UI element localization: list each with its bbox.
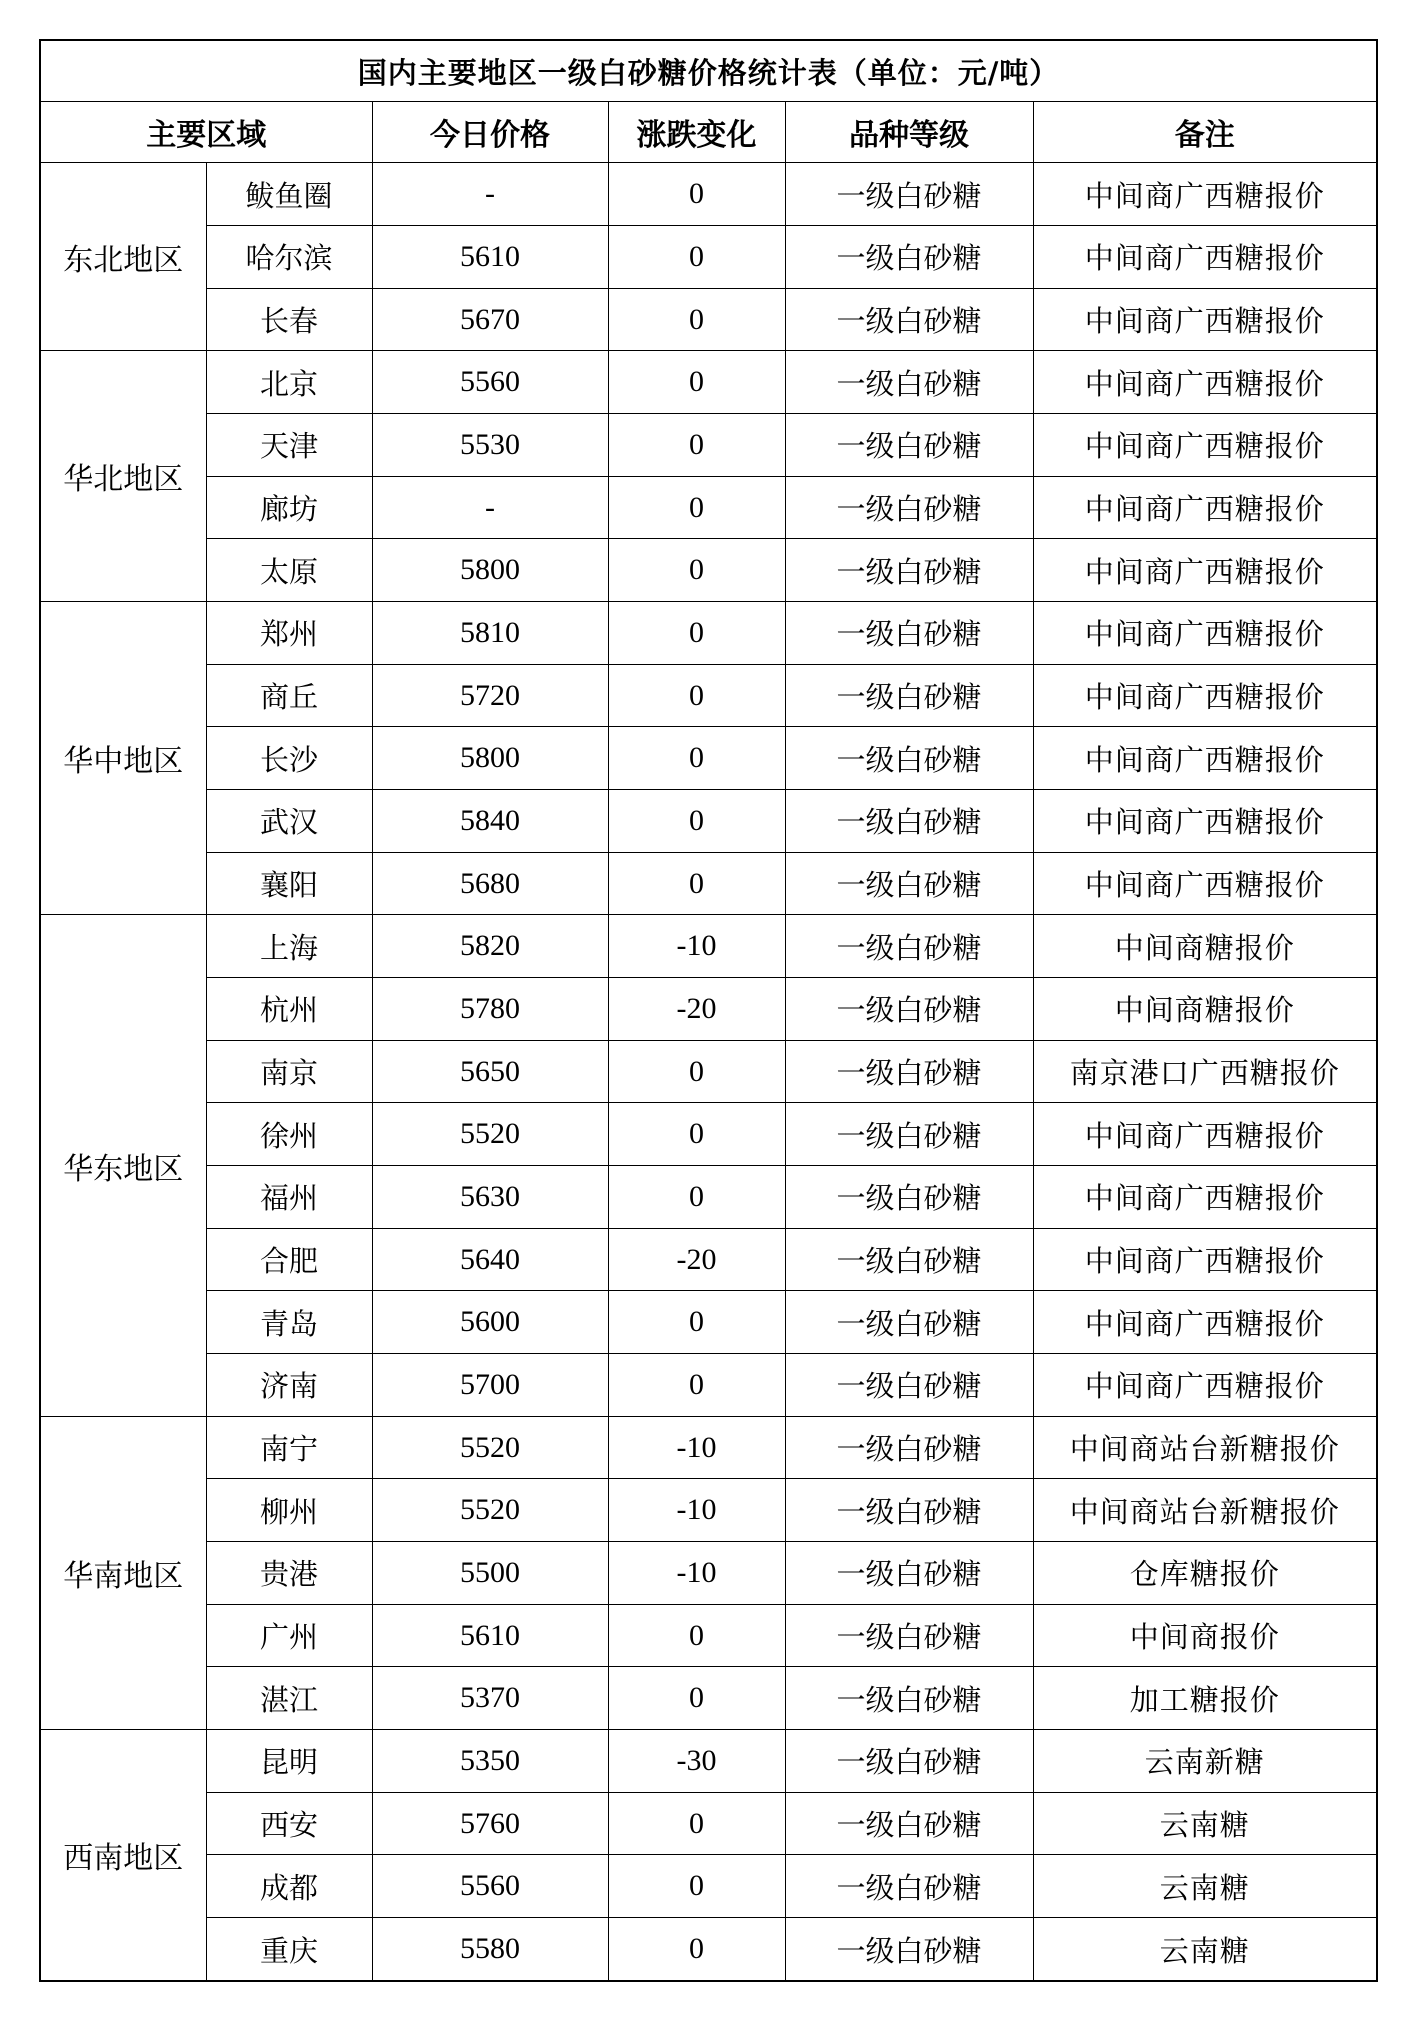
table-row — [40, 1667, 1377, 1730]
grade-cell: 一级白砂糖 — [785, 1855, 1033, 1918]
price-cell: 5800 — [372, 727, 608, 790]
grade-cell: 一级白砂糖 — [785, 1040, 1033, 1103]
grade-cell: 一级白砂糖 — [785, 727, 1033, 790]
note-cell: 加工糖报价 — [1033, 1667, 1377, 1730]
price-cell: 5520 — [372, 1103, 608, 1166]
city-cell: 广州 — [206, 1604, 372, 1667]
note-cell: 中间商站台新糖报价 — [1033, 1416, 1377, 1479]
change-cell: 0 — [608, 1792, 785, 1855]
city-cell: 贵港 — [206, 1542, 372, 1605]
grade-cell: 一级白砂糖 — [785, 351, 1033, 414]
region-cell: 东北地区 — [40, 163, 206, 351]
note-cell: 仓库糖报价 — [1033, 1542, 1377, 1605]
grade-cell: 一级白砂糖 — [785, 790, 1033, 853]
change-cell: -20 — [608, 978, 785, 1041]
grade-cell: 一级白砂糖 — [785, 1354, 1033, 1417]
grade-cell: 一级白砂糖 — [785, 476, 1033, 539]
price-cell: - — [372, 476, 608, 539]
table-row — [40, 414, 1377, 477]
city-cell: 廊坊 — [206, 476, 372, 539]
note-cell: 中间商广西糖报价 — [1033, 852, 1377, 915]
city-cell: 长沙 — [206, 727, 372, 790]
table-row — [40, 1354, 1377, 1417]
price-cell: 5650 — [372, 1040, 608, 1103]
change-cell: -20 — [608, 1228, 785, 1291]
city-cell: 成都 — [206, 1855, 372, 1918]
table-row — [40, 539, 1377, 602]
city-cell: 上海 — [206, 915, 372, 978]
note-cell: 中间商报价 — [1033, 1604, 1377, 1667]
city-cell: 西安 — [206, 1792, 372, 1855]
grade-cell: 一级白砂糖 — [785, 1103, 1033, 1166]
grade-cell: 一级白砂糖 — [785, 414, 1033, 477]
region-cell: 华南地区 — [40, 1416, 206, 1729]
city-cell: 郑州 — [206, 602, 372, 665]
table-row — [40, 1228, 1377, 1291]
note-cell: 中间商广西糖报价 — [1033, 790, 1377, 853]
note-cell: 中间商糖报价 — [1033, 915, 1377, 978]
note-cell: 中间商广西糖报价 — [1033, 163, 1377, 226]
table-row — [40, 163, 1377, 226]
city-cell: 徐州 — [206, 1103, 372, 1166]
note-cell: 中间商广西糖报价 — [1033, 727, 1377, 790]
table-row — [40, 1918, 1377, 1981]
header-grade: 品种等级 — [785, 102, 1033, 163]
price-cell: 5610 — [372, 226, 608, 289]
note-cell: 云南糖 — [1033, 1918, 1377, 1981]
city-cell: 南宁 — [206, 1416, 372, 1479]
city-cell: 哈尔滨 — [206, 226, 372, 289]
table-row — [40, 1479, 1377, 1542]
change-cell: 0 — [608, 476, 785, 539]
city-cell: 昆明 — [206, 1730, 372, 1793]
table-row — [40, 1416, 1377, 1479]
price-cell: 5560 — [372, 351, 608, 414]
table-row — [40, 1792, 1377, 1855]
change-cell: 0 — [608, 226, 785, 289]
grade-cell: 一级白砂糖 — [785, 1918, 1033, 1981]
change-cell: 0 — [608, 664, 785, 727]
note-cell: 云南糖 — [1033, 1855, 1377, 1918]
city-cell: 鲅鱼圈 — [206, 163, 372, 226]
note-cell: 云南新糖 — [1033, 1730, 1377, 1793]
grade-cell: 一级白砂糖 — [785, 1667, 1033, 1730]
note-cell: 南京港口广西糖报价 — [1033, 1040, 1377, 1103]
city-cell: 济南 — [206, 1354, 372, 1417]
change-cell: 0 — [608, 288, 785, 351]
grade-cell: 一级白砂糖 — [785, 602, 1033, 665]
city-cell: 南京 — [206, 1040, 372, 1103]
table-title: 国内主要地区一级白砂糖价格统计表（单位：元/吨） — [40, 40, 1377, 102]
grade-cell: 一级白砂糖 — [785, 852, 1033, 915]
table-row — [40, 664, 1377, 727]
price-cell: 5700 — [372, 1354, 608, 1417]
change-cell: -30 — [608, 1730, 785, 1793]
note-cell: 中间商广西糖报价 — [1033, 1291, 1377, 1354]
header-note: 备注 — [1033, 102, 1377, 163]
change-cell: 0 — [608, 539, 785, 602]
table-row — [40, 1103, 1377, 1166]
note-cell: 中间商广西糖报价 — [1033, 1354, 1377, 1417]
price-cell: 5780 — [372, 978, 608, 1041]
note-cell: 中间商广西糖报价 — [1033, 602, 1377, 665]
change-cell: 0 — [608, 852, 785, 915]
change-cell: -10 — [608, 1479, 785, 1542]
sugar-price-table — [39, 39, 1378, 1982]
grade-cell: 一级白砂糖 — [785, 1792, 1033, 1855]
price-cell: 5370 — [372, 1667, 608, 1730]
change-cell: 0 — [608, 351, 785, 414]
city-cell: 合肥 — [206, 1228, 372, 1291]
price-cell: 5800 — [372, 539, 608, 602]
table-row — [40, 351, 1377, 414]
table-row — [40, 727, 1377, 790]
price-cell: 5500 — [372, 1542, 608, 1605]
change-cell: 0 — [608, 163, 785, 226]
note-cell: 中间商广西糖报价 — [1033, 226, 1377, 289]
city-cell: 柳州 — [206, 1479, 372, 1542]
note-cell: 中间商广西糖报价 — [1033, 664, 1377, 727]
change-cell: -10 — [608, 1542, 785, 1605]
header-price: 今日价格 — [372, 102, 608, 163]
city-cell: 杭州 — [206, 978, 372, 1041]
change-cell: 0 — [608, 1291, 785, 1354]
grade-cell: 一级白砂糖 — [785, 1542, 1033, 1605]
price-cell: - — [372, 163, 608, 226]
region-cell: 华北地区 — [40, 351, 206, 602]
table-row — [40, 978, 1377, 1041]
change-cell: 0 — [608, 790, 785, 853]
table-row — [40, 1855, 1377, 1918]
city-cell: 武汉 — [206, 790, 372, 853]
header-row — [40, 102, 1377, 163]
note-cell: 中间商广西糖报价 — [1033, 1166, 1377, 1229]
grade-cell: 一级白砂糖 — [785, 226, 1033, 289]
city-cell: 福州 — [206, 1166, 372, 1229]
grade-cell: 一级白砂糖 — [785, 915, 1033, 978]
note-cell: 中间商广西糖报价 — [1033, 1228, 1377, 1291]
city-cell: 太原 — [206, 539, 372, 602]
price-cell: 5670 — [372, 288, 608, 351]
city-cell: 青岛 — [206, 1291, 372, 1354]
grade-cell: 一级白砂糖 — [785, 163, 1033, 226]
price-cell: 5580 — [372, 1918, 608, 1981]
grade-cell: 一级白砂糖 — [785, 1730, 1033, 1793]
city-cell: 重庆 — [206, 1918, 372, 1981]
grade-cell: 一级白砂糖 — [785, 1416, 1033, 1479]
price-cell: 5530 — [372, 414, 608, 477]
note-cell: 中间商广西糖报价 — [1033, 1103, 1377, 1166]
note-cell: 云南糖 — [1033, 1792, 1377, 1855]
city-cell: 湛江 — [206, 1667, 372, 1730]
title-row — [40, 40, 1377, 102]
table-row — [40, 1291, 1377, 1354]
note-cell: 中间商糖报价 — [1033, 978, 1377, 1041]
price-cell: 5680 — [372, 852, 608, 915]
region-cell: 华中地区 — [40, 602, 206, 915]
change-cell: 0 — [608, 1918, 785, 1981]
change-cell: 0 — [608, 602, 785, 665]
grade-cell: 一级白砂糖 — [785, 664, 1033, 727]
price-cell: 5560 — [372, 1855, 608, 1918]
change-cell: 0 — [608, 1604, 785, 1667]
change-cell: 0 — [608, 727, 785, 790]
table-row — [40, 1040, 1377, 1103]
price-cell: 5520 — [372, 1479, 608, 1542]
price-cell: 5640 — [372, 1228, 608, 1291]
grade-cell: 一级白砂糖 — [785, 1166, 1033, 1229]
table-row — [40, 288, 1377, 351]
region-cell: 华东地区 — [40, 915, 206, 1416]
grade-cell: 一级白砂糖 — [785, 1291, 1033, 1354]
grade-cell: 一级白砂糖 — [785, 288, 1033, 351]
city-cell: 天津 — [206, 414, 372, 477]
price-cell: 5350 — [372, 1730, 608, 1793]
note-cell: 中间商站台新糖报价 — [1033, 1479, 1377, 1542]
note-cell: 中间商广西糖报价 — [1033, 288, 1377, 351]
price-cell: 5610 — [372, 1604, 608, 1667]
city-cell: 襄阳 — [206, 852, 372, 915]
price-table-sheet — [39, 39, 1376, 1982]
table-row — [40, 226, 1377, 289]
note-cell: 中间商广西糖报价 — [1033, 351, 1377, 414]
change-cell: 0 — [608, 1667, 785, 1730]
change-cell: -10 — [608, 915, 785, 978]
price-cell: 5810 — [372, 602, 608, 665]
grade-cell: 一级白砂糖 — [785, 1228, 1033, 1291]
grade-cell: 一级白砂糖 — [785, 978, 1033, 1041]
header-region: 主要区域 — [40, 102, 372, 163]
note-cell: 中间商广西糖报价 — [1033, 539, 1377, 602]
change-cell: 0 — [608, 1103, 785, 1166]
city-cell: 北京 — [206, 351, 372, 414]
change-cell: -10 — [608, 1416, 785, 1479]
table-row — [40, 1542, 1377, 1605]
table-row — [40, 476, 1377, 539]
price-cell: 5760 — [372, 1792, 608, 1855]
table-row — [40, 1166, 1377, 1229]
price-cell: 5630 — [372, 1166, 608, 1229]
city-cell: 长春 — [206, 288, 372, 351]
change-cell: 0 — [608, 1040, 785, 1103]
price-cell: 5820 — [372, 915, 608, 978]
change-cell: 0 — [608, 414, 785, 477]
table-row — [40, 1604, 1377, 1667]
city-cell: 商丘 — [206, 664, 372, 727]
table-row — [40, 790, 1377, 853]
table-row — [40, 602, 1377, 665]
price-cell: 5720 — [372, 664, 608, 727]
note-cell: 中间商广西糖报价 — [1033, 476, 1377, 539]
region-cell: 西南地区 — [40, 1730, 206, 1981]
table-row — [40, 915, 1377, 978]
price-cell: 5600 — [372, 1291, 608, 1354]
grade-cell: 一级白砂糖 — [785, 1604, 1033, 1667]
price-cell: 5840 — [372, 790, 608, 853]
table-body — [40, 40, 1377, 1981]
change-cell: 0 — [608, 1166, 785, 1229]
grade-cell: 一级白砂糖 — [785, 1479, 1033, 1542]
note-cell: 中间商广西糖报价 — [1033, 414, 1377, 477]
grade-cell: 一级白砂糖 — [785, 539, 1033, 602]
table-row — [40, 852, 1377, 915]
change-cell: 0 — [608, 1354, 785, 1417]
table-row — [40, 1730, 1377, 1793]
price-cell: 5520 — [372, 1416, 608, 1479]
change-cell: 0 — [608, 1855, 785, 1918]
header-change: 涨跌变化 — [608, 102, 785, 163]
